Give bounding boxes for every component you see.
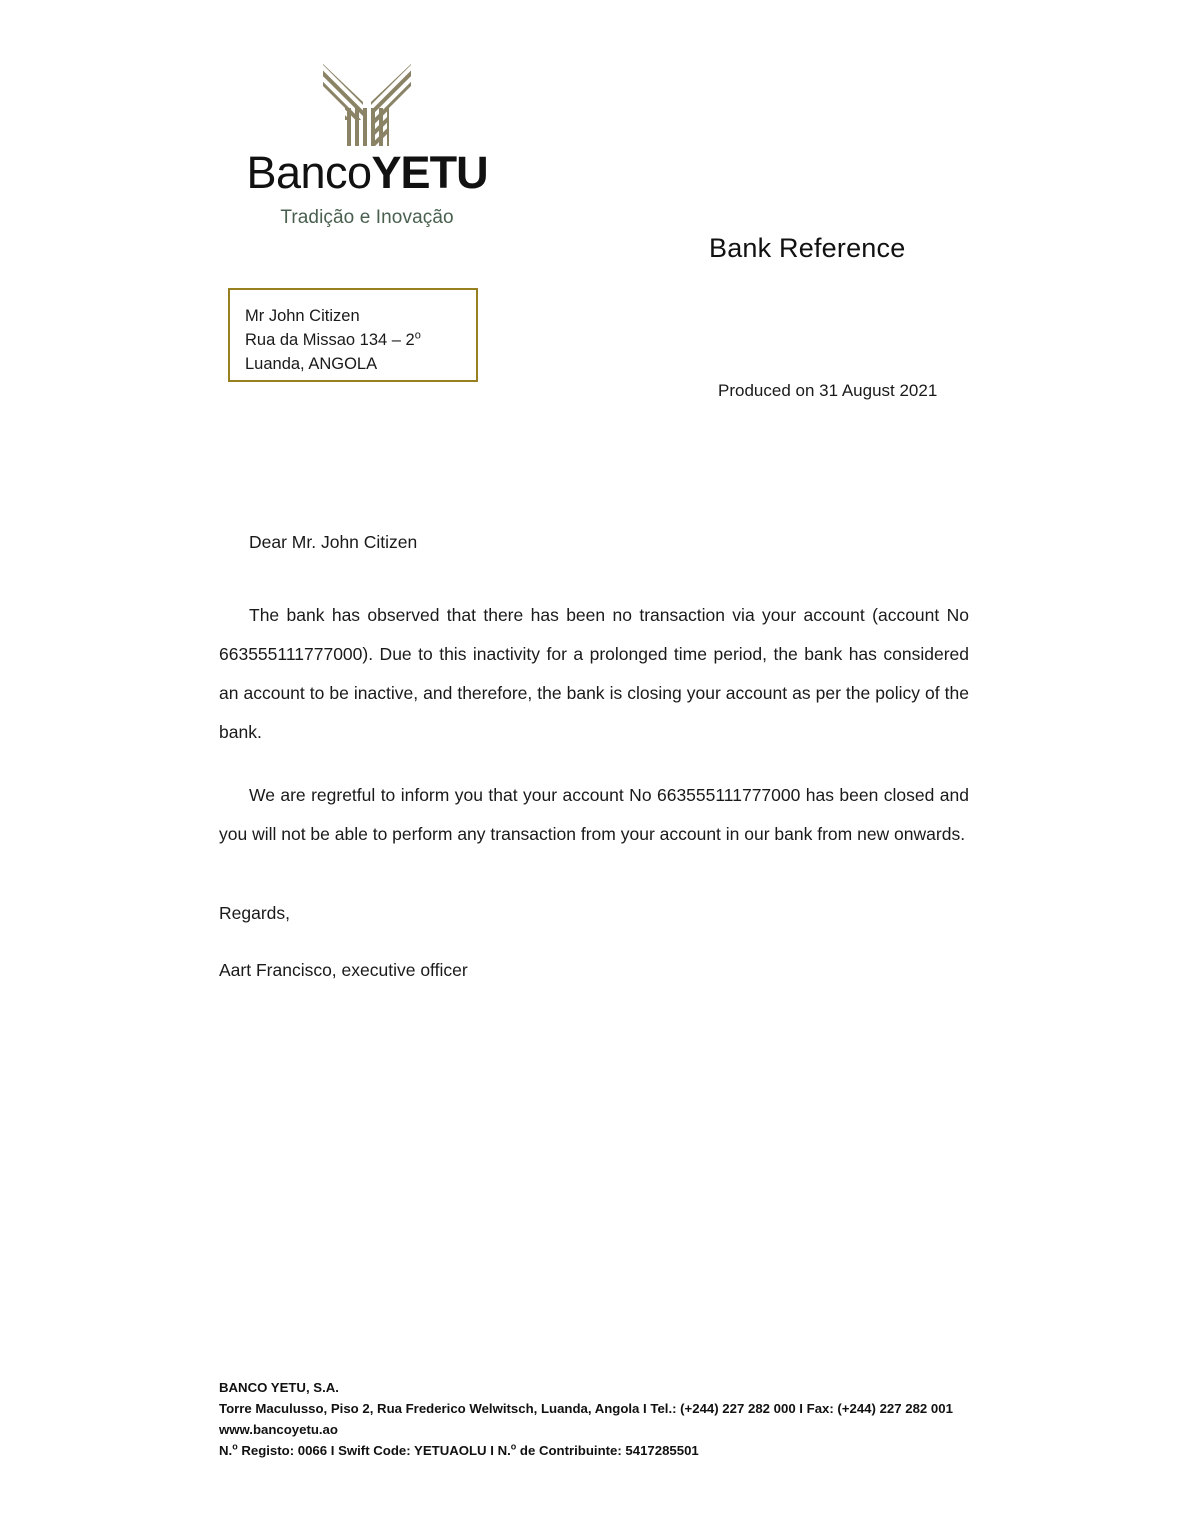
salutation: Dear Mr. John Citizen (249, 532, 418, 552)
footer-registry-prefix: N. (219, 1443, 233, 1458)
closing-line: Regards, (219, 902, 291, 923)
footer-block (219, 1377, 994, 1461)
footer-registry-tail: de Contribuinte: 5417285501 (516, 1443, 699, 1458)
page-title: Bank Reference (709, 233, 906, 263)
footer-registry-ordinal-2: o (510, 1441, 517, 1452)
brand-block (222, 58, 512, 229)
footer-company-name: BANCO YETU, S.A. (219, 1380, 339, 1395)
recipient-name: Mr John Citizen (245, 307, 360, 325)
footer-registry-line (219, 1440, 994, 1461)
produced-on-date: Produced on 31 August 2021 (718, 381, 938, 400)
footer-registry-mid: Registo: 0066 I Swift Code: YETUAOLU I N. (237, 1443, 511, 1458)
brand-wordmark (222, 147, 512, 198)
paragraph-2: We are regretful to inform you that your account No 663555111777000 has been closed and you will not be able to perform any transaction from your account in our bank from new onwards. (219, 784, 969, 844)
recipient-street (245, 328, 476, 352)
recipient-address-box (228, 288, 478, 382)
brand-name-bold: YETU (371, 147, 488, 198)
recipient-street-ordinal: o (414, 329, 421, 342)
recipient-city-country: Luanda, ANGOLA (245, 355, 378, 373)
recipient-street-text: Rua da Missao 134 – 2 (245, 331, 415, 349)
footer-registry-ordinal-1: o (232, 1441, 238, 1452)
footer-address-contact: Torre Maculusso, Piso 2, Rua Frederico Welwitsch, Luanda, Angola I Tel.: (+244) 227 282 000 I Fax: (+244) 227 282 001 www.bancoyetu.ao (219, 1401, 953, 1437)
brand-tagline: Tradição e Inovação (280, 207, 454, 228)
brand-name-light: Banco (246, 147, 372, 198)
yetu-chevron-logo-icon (319, 58, 415, 146)
letter-body (219, 534, 969, 990)
paragraph-1: The bank has observed that there has been no transaction via your account (account No 663555111777000). Due to this inactivity for a prolonged time period, the bank has considered an account to be inactive, and therefore, the bank is closing your account as per the policy of the bank. (219, 604, 969, 742)
signatory-line: Aart Francisco, executive officer (219, 959, 468, 980)
